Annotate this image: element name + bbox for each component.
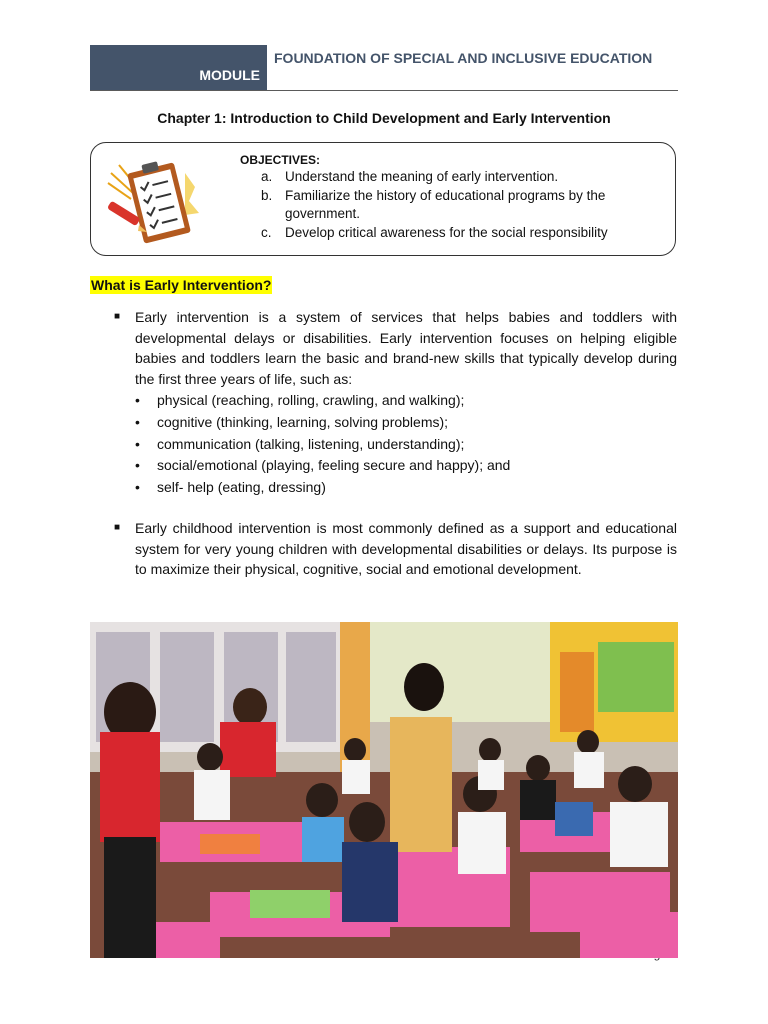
- chapter-title: Chapter 1: Introduction to Child Development and Early Intervention: [157, 110, 611, 126]
- bullet-dot-icon: •: [135, 479, 140, 496]
- objectives-box: [90, 142, 676, 256]
- skill-item: [135, 455, 675, 477]
- objectives-heading: OBJECTIVES:: [240, 153, 321, 167]
- skill-text: self- help (eating, dressing): [157, 479, 326, 496]
- square-bullet-icon: ■: [114, 311, 121, 322]
- bullet-dot-icon: •: [135, 413, 140, 430]
- skill-item: [135, 412, 675, 434]
- course-title: FOUNDATION OF SPECIAL AND INCLUSIVE EDUCATION: [274, 50, 653, 66]
- objective-item: [261, 168, 661, 187]
- objective-text: Develop critical awareness for the social responsibility: [285, 224, 608, 240]
- objective-text: Familiarize the history of educational programs by the government.: [285, 187, 606, 221]
- objectives-list: [261, 168, 661, 242]
- skills-list: [135, 390, 675, 499]
- skill-item: [135, 390, 675, 412]
- header-divider: [90, 90, 678, 91]
- intro-paragraph: Early intervention is a system of services that helps babies and toddlers with developmental delays or disabilities. Early intervention focuses on helping eligible babies and toddlers learn the basic and brand-new skills that typically develop during the first three years of life, such as:: [135, 309, 677, 387]
- bullet-dot-icon: •: [135, 457, 140, 474]
- clipboard-checklist-icon: [105, 157, 205, 249]
- definition-paragraph: Early childhood intervention is most commonly defined as a support and educational system for very young children with developmental disabilities or delays. Its purpose is to maximize their physical, cognitive, social and emotional development.: [135, 520, 677, 578]
- skill-text: social/emotional (playing, feeling secure and happy); and: [157, 457, 511, 474]
- bullet-dot-icon: •: [135, 392, 140, 408]
- objective-item: [261, 187, 661, 224]
- objective-letter: b.: [261, 187, 273, 203]
- skill-item: [135, 477, 675, 499]
- skill-item: [135, 434, 675, 456]
- objective-text: Understand the meaning of early intervention.: [285, 169, 559, 184]
- skill-text: cognitive (thinking, learning, solving problems);: [157, 413, 449, 430]
- module-header: [90, 45, 678, 91]
- objective-letter: c.: [261, 224, 272, 240]
- section-heading: What is Early Intervention?: [91, 277, 272, 293]
- objective-letter: a.: [261, 169, 273, 184]
- skill-text: physical (reaching, rolling, crawling, and walking);: [157, 392, 465, 408]
- square-bullet-icon: ■: [114, 522, 121, 533]
- classroom-photo: [90, 622, 678, 958]
- module-label: MODULE: [90, 45, 267, 90]
- bullet-dot-icon: •: [135, 435, 140, 452]
- objective-item: [261, 224, 661, 243]
- skill-text: communication (talking, listening, understanding);: [157, 435, 465, 452]
